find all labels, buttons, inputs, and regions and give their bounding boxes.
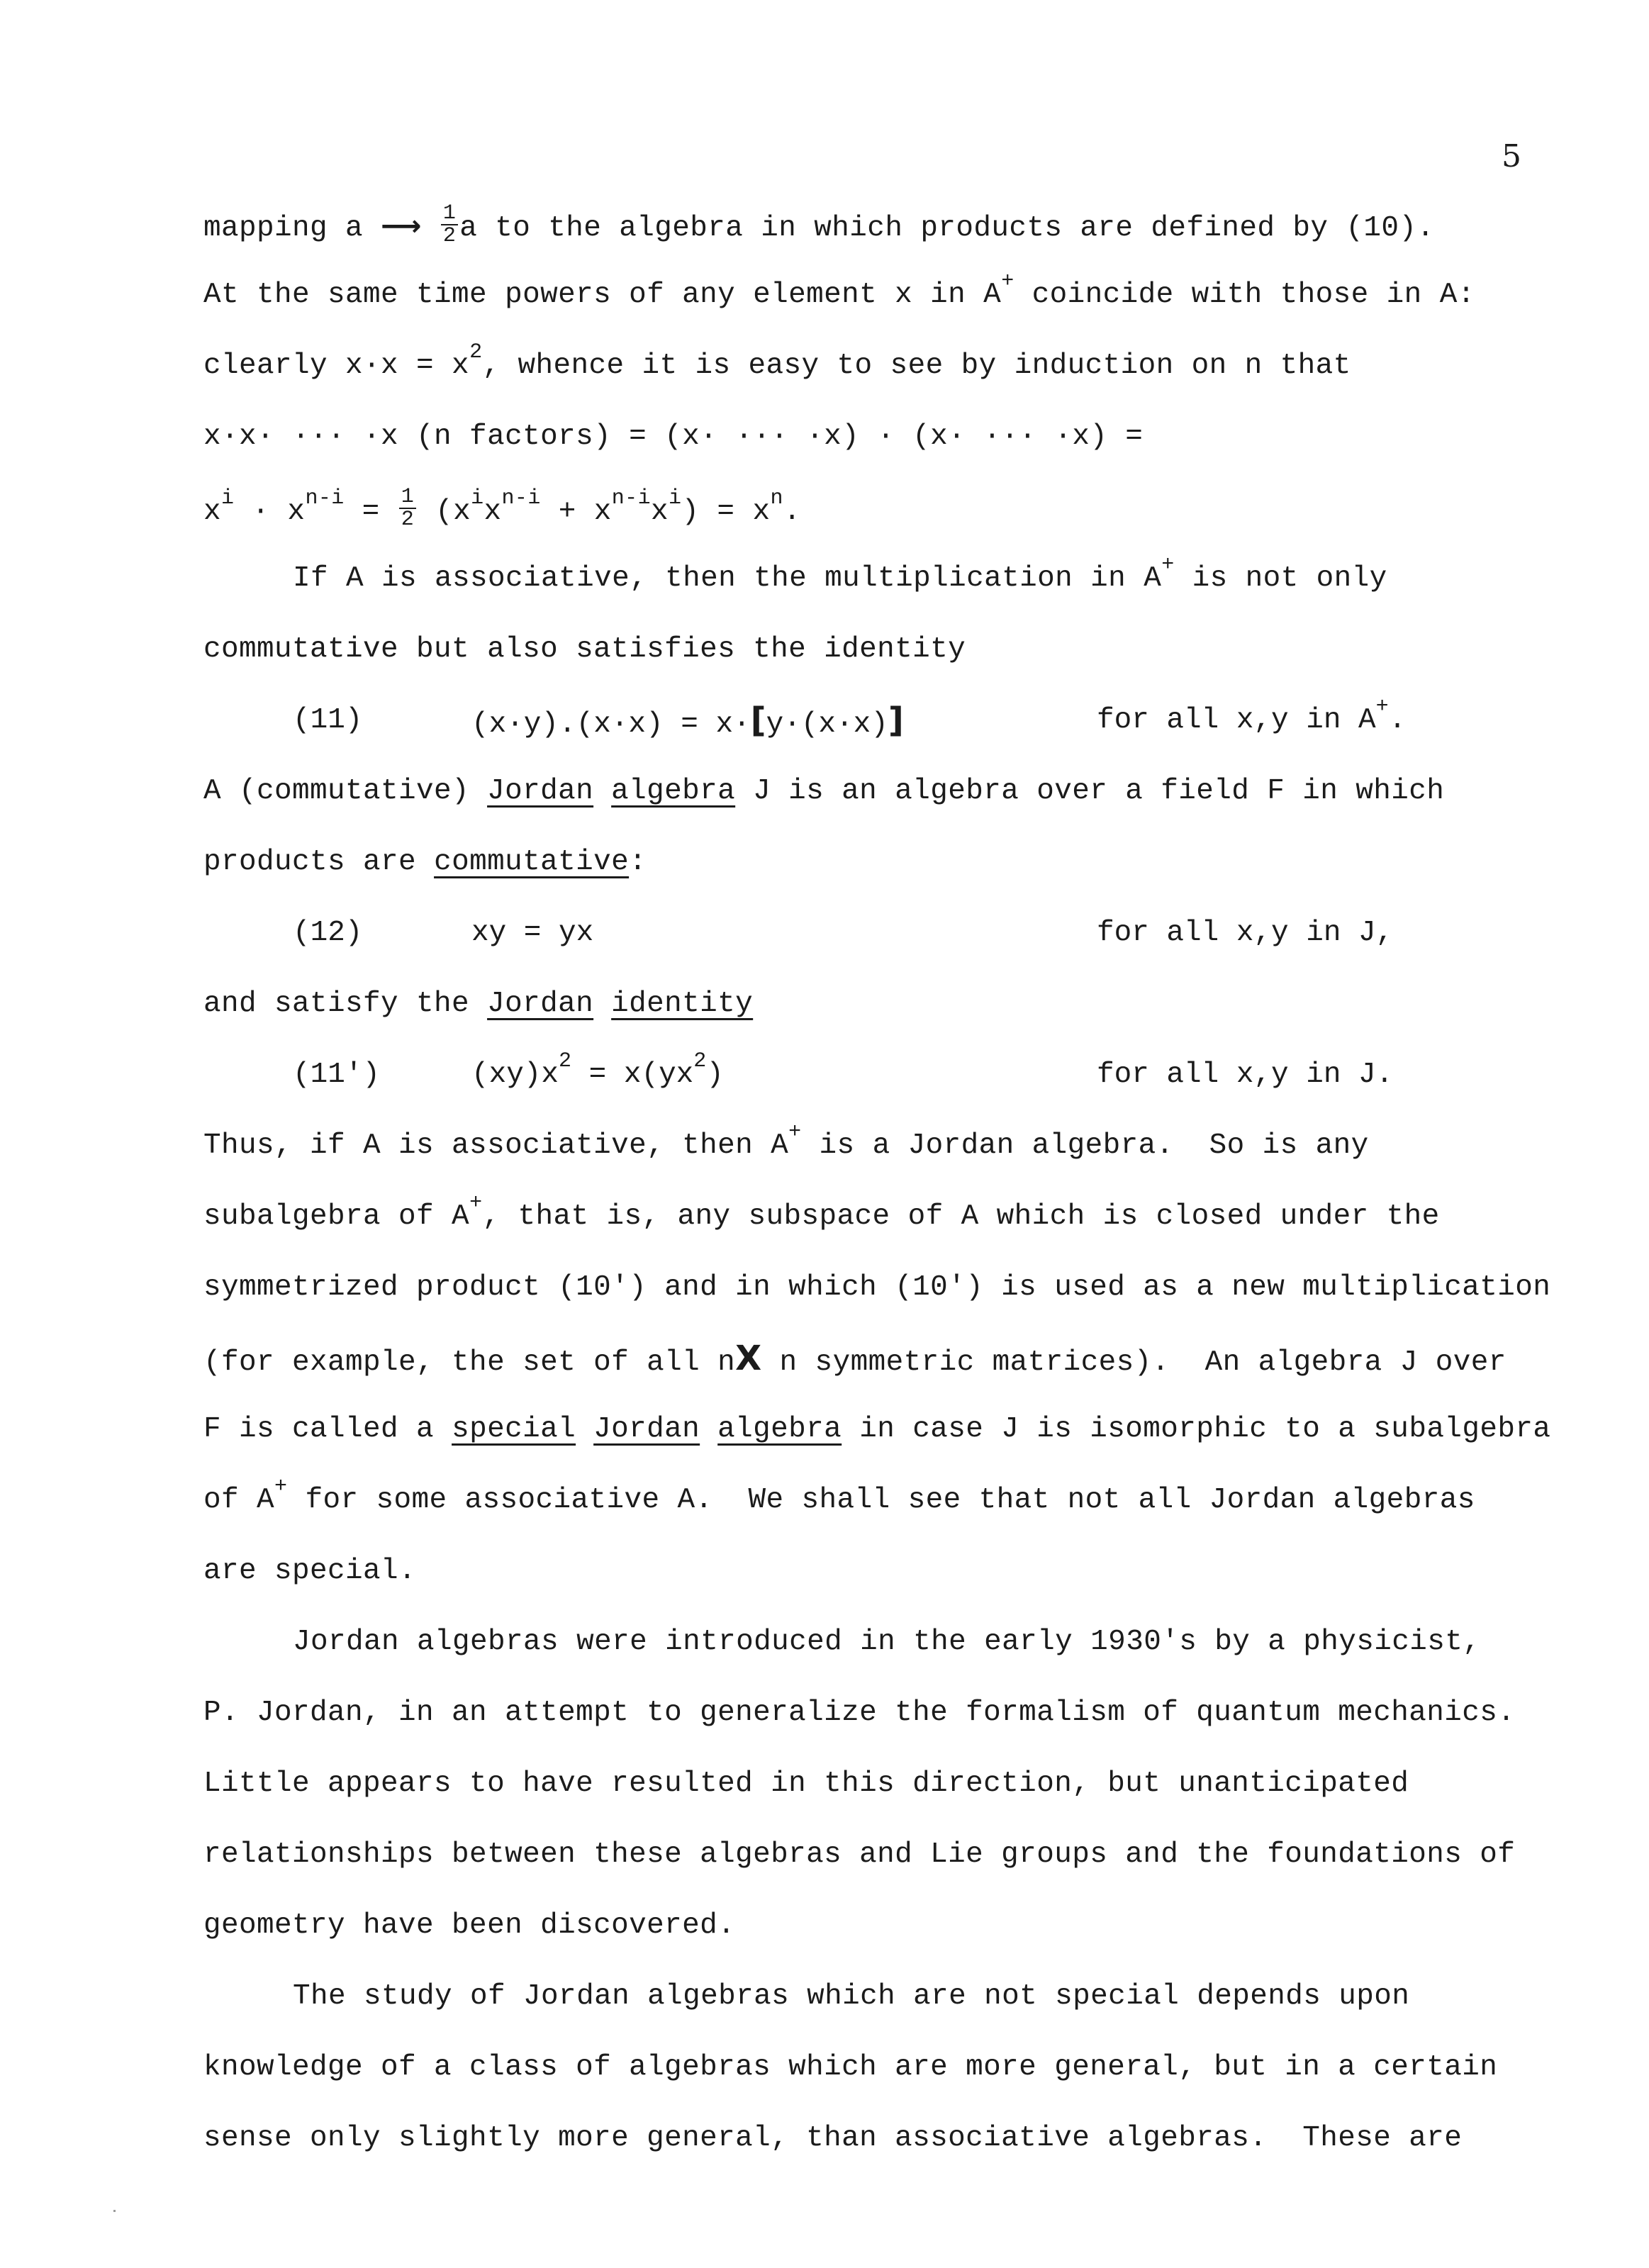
equation: xy = yx xyxy=(471,917,594,949)
text-line: Little appears to have resulted in this direction, but unanticipated xyxy=(203,1767,1409,1800)
underlined-term: special xyxy=(452,1413,576,1446)
text-line: A (commutative) Jordan algebra J is an algebra over a field F in which xyxy=(203,775,1445,808)
equation-condition: for all x,y in J, xyxy=(1097,917,1394,949)
underlined-term: Jordan xyxy=(593,1413,700,1446)
equation-number: (11') xyxy=(293,1058,381,1091)
text-line: If A is associative, then the multiplication in A+ is not only xyxy=(293,553,1387,595)
right-arrow-icon: ⟶ xyxy=(381,209,422,242)
equation-number: (11) xyxy=(293,704,363,737)
text-line: The study of Jordan algebras which are not special depends upon xyxy=(293,1980,1410,2013)
text-line: relationships between these algebras and Lie groups and the foundations of xyxy=(203,1838,1516,1871)
underlined-term: identity xyxy=(611,988,754,1020)
underlined-term: Jordan xyxy=(487,988,594,1020)
text-line: sense only slightly more general, than associative algebras. These are xyxy=(203,2122,1463,2155)
text-line: commutative but also satisfies the identity xyxy=(203,633,966,666)
text-line: At the same time powers of any element x in A+ coincide with those in A: xyxy=(203,269,1475,311)
equation-condition: for all x,y in J. xyxy=(1097,1058,1394,1091)
underlined-term: algebra xyxy=(717,1413,842,1446)
text-line: P. Jordan, in an attempt to generalize the formalism of quantum mechanics. xyxy=(203,1697,1516,1729)
page-number: 5 xyxy=(1502,138,1521,174)
text-line: Thus, if A is associative, then A+ is a Jordan algebra. So is any xyxy=(203,1120,1369,1162)
fraction-one-half: $\frac{1}{2}$ xyxy=(399,486,416,530)
text-line: geometry have been discovered. xyxy=(203,1909,736,1942)
underlined-term: Jordan xyxy=(487,775,594,808)
text-line: F is called a special Jordan algebra in case J is isomorphic to a subalgebra xyxy=(203,1413,1551,1446)
equation: (x·y).(x·x) = x·[y·(x·x)] xyxy=(471,700,904,741)
text-line: (for example, the set of all nX n symmetric matrices). An algebra J over xyxy=(203,1339,1507,1379)
text-line: knowledge of a class of algebras which are more general, but in a certain xyxy=(203,2051,1498,2084)
fraction-one-half: $\frac{1}{2}$ xyxy=(441,203,458,247)
formula-line: $x^i \cdot x^{n-i}$ = $\frac{1}{2}$ $(x^ix^{n-i} + x^{n-i}x^i) = x^n$. xyxy=(203,485,801,532)
equation-condition: for all x,y in A+. xyxy=(1097,695,1407,737)
times-symbol: X xyxy=(735,1339,762,1378)
text-line: subalgebra of A+, that is, any subspace of A which is closed under the xyxy=(203,1191,1440,1233)
text-line: symmetrized product (10') and in which (10') is used as a new multiplication xyxy=(203,1271,1551,1304)
text-line: mapping a ⟶ $\frac{1}{2}$ a to the algebra in which products are defined by (10). xyxy=(203,201,1435,248)
underlined-term: algebra xyxy=(611,775,736,808)
equation-number: (12) xyxy=(293,917,363,949)
underlined-term: commutative xyxy=(434,846,630,878)
text-line: Jordan algebras were introduced in the early 1930's by a physicist, xyxy=(293,1626,1481,1658)
text-line: products are commutative: xyxy=(203,846,647,878)
text-line: are special. xyxy=(203,1555,417,1587)
text-line: x·x· ··· ·x (n factors) = (x· ··· ·x) · (x· ··· ·x) = xyxy=(203,420,1144,453)
text-line: clearly $x\cdot x = x^2$, whence it is easy to see by induction on n that xyxy=(203,340,1351,382)
equation: $(xy)x^2 = x(yx^2)$ xyxy=(471,1049,724,1091)
text-line: and satisfy the Jordan identity xyxy=(203,988,754,1020)
text-line: of A+ for some associative A. We shall see that not all Jordan algebras xyxy=(203,1475,1475,1516)
scan-speck xyxy=(113,2210,116,2212)
